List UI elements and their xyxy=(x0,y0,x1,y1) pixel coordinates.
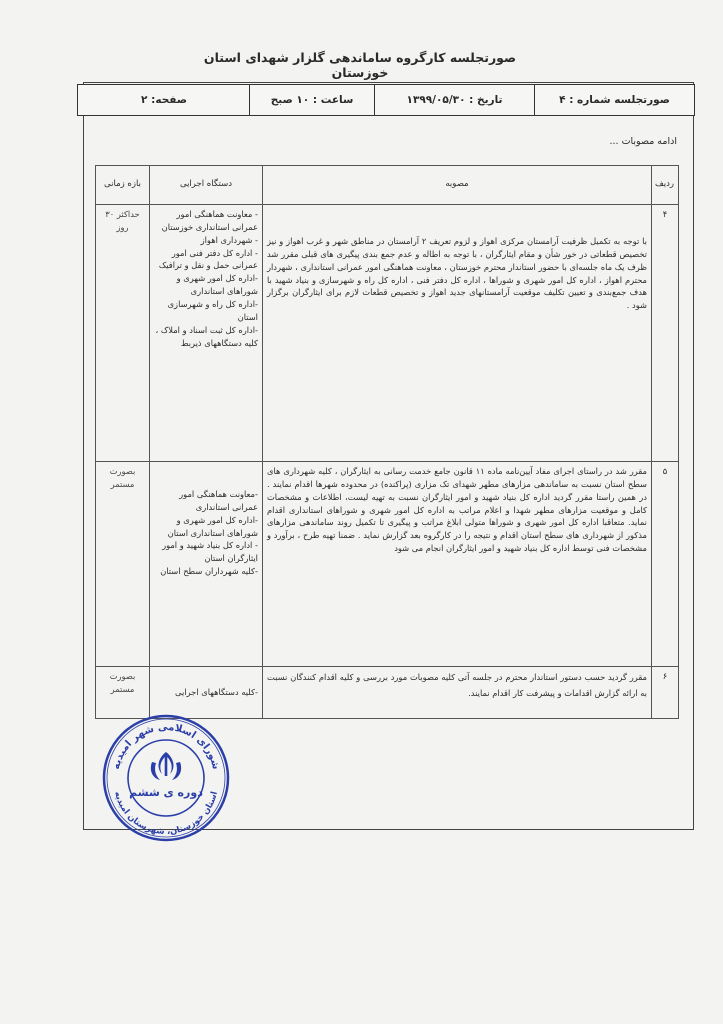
header-row xyxy=(77,84,695,116)
executive-body-item: -کلیه شهرداران سطح استان xyxy=(160,566,258,577)
resolution-text: مقرر گردید حسب دستور استاندار محترم در جلسه آتی کلیه مصوبات مورد بررسی و کلیه اقدام کنندگان نسبت به ارائه گزارش اقدامات و پیشرفت کار اقدام نمایند. xyxy=(263,667,652,719)
resolution-text: با توجه به تکمیل ظرفیت آرامستان مرکزی اهواز و لزوم تعریف ۲ آرامستان در مناطق شهر و غرب اهواز و نیز تخصیص قطعاتی در خور شأن و مقام ایثارگران ، با توجه به اطاله و عدم جمع بندی پیگیری های قبلی مقرر شد ظرف یک ماه جلسه‌ای با حضور استاندار محترم خوزستان ، معاونت هماهنگی امور عمرانی استانداری ، شهردار محترم اهواز ، اداره کل امور شهری و شوراها ، اداره کل دفتر فنی ، اداره کل راه و شهرسازی و بنیاد شهید با هدف جمع‌بندی و تعیین تکلیف موقعیت آرامستانهای جدید اهواز و تخصیص قطعات لازم برای ایثارگران برگزار شود . xyxy=(263,205,652,462)
page-number: صفحه: ۲ xyxy=(141,94,187,106)
continuation-note: ادامه مصوبات ... xyxy=(609,136,677,147)
header-row-no: ردیف xyxy=(652,166,679,205)
time-frame: حداکثر ۳۰ روز xyxy=(96,205,150,462)
header-resolution: مصوبه xyxy=(263,166,652,205)
resolution-text: مقرر شد در راستای اجرای مفاد آیین‌نامه ماده ۱۱ قانون جامع خدمت رسانی به ایثارگران ، کلیه شهرداری های سطح استان نسبت به ساماندهی مزارهای مطهر شهدای تک مزاری (پراکنده) در محدوده شهرها اقدام نمایند . در همین راستا مقرر گردید اداره کل بنیاد شهید و امور ایثارگران نسبت به تهیه لیست، اطلاعات و مشخصات کامل و موقعیت مزارهای مطهر شهدا و اعلام مراتب به اداره کل امور شهری و شوراهای استانداری اقدام نماید. متعاقبا اداره کل امور شهری و شوراها متولی ابلاغ مراتب و پیگیری تا تکمیل روند ساماندهی مزارهای مذکور از شهرداری های سطح استان اقدام و نتیجه را در کارگروه بعد گزارش نماید . ضمنا تهیه طرح ، برآورد و مشخصات فنی توسط اداره کل بنیاد شهید و امور ایثارگران انجام می شود xyxy=(263,462,652,667)
executive-body-item: - شهرداری اهواز xyxy=(200,234,258,245)
meeting-time: ساعت : ۱۰ صبح xyxy=(249,85,374,115)
row-number: ۶ xyxy=(652,667,679,719)
executive-body-item: - اداره کل بنیاد شهید و امور ایثارگران استان xyxy=(162,540,258,564)
executive-body-item: -کلیه دستگاههای اجرایی xyxy=(175,687,258,698)
executive-body-item: -اداره کل امور شهری و شوراهای استانداری استان xyxy=(167,514,258,538)
header-time-frame: بازه زمانی xyxy=(96,166,150,205)
executive-body-item: -اداره کل ثبت اسناد و املاک ، کلیه دستگاههای ذیربط xyxy=(155,324,258,348)
resolutions-table xyxy=(95,165,679,719)
executive-body-item: - اداره کل دفتر فنی امور عمرانی حمل و نقل و ترافیک xyxy=(158,247,258,271)
stamp-center-text: دوره ی ششم xyxy=(129,786,203,799)
time-frame: بصورت مستمر xyxy=(96,462,150,667)
executive-bodies xyxy=(150,205,263,462)
time-frame: بصورت مستمر xyxy=(96,667,150,719)
document-title: صورتجلسه کارگروه ساماندهی گلزار شهدای استان خوزستان xyxy=(203,50,517,80)
executive-body-item: - معاونت هماهنگی امور عمرانی استانداری خوزستان xyxy=(161,209,258,232)
executive-body-item: -معاونت هماهنگی امور عمرانی استانداری xyxy=(179,489,258,512)
header-executive-bodies: دستگاه اجرایی xyxy=(150,166,263,205)
stamp-top-text: شورای اسلامی شهر امیدیه xyxy=(110,721,222,771)
row-number: ۵ xyxy=(652,462,679,667)
table-header-row xyxy=(96,166,679,205)
row-number: ۴ xyxy=(652,205,679,462)
meeting-date: تاریخ : ۱۳۹۹/۰۵/۳۰ xyxy=(374,85,534,115)
executive-bodies xyxy=(150,462,263,667)
executive-bodies xyxy=(150,667,263,719)
executive-body-item: -اداره کل راه و شهرسازی استان xyxy=(167,299,258,322)
iran-emblem-icon xyxy=(151,752,181,780)
table-row xyxy=(96,462,679,667)
table-row xyxy=(96,667,679,719)
stamp-bottom-text: استان خوزستان، شهرستان امیدیه xyxy=(112,790,220,838)
table-row xyxy=(96,205,679,462)
official-seal-stamp xyxy=(100,712,232,844)
minutes-number: صورتجلسه شماره : ۴ xyxy=(534,85,694,115)
executive-body-item: -اداره کل امور شهری و شوراهای استانداری xyxy=(176,273,258,297)
